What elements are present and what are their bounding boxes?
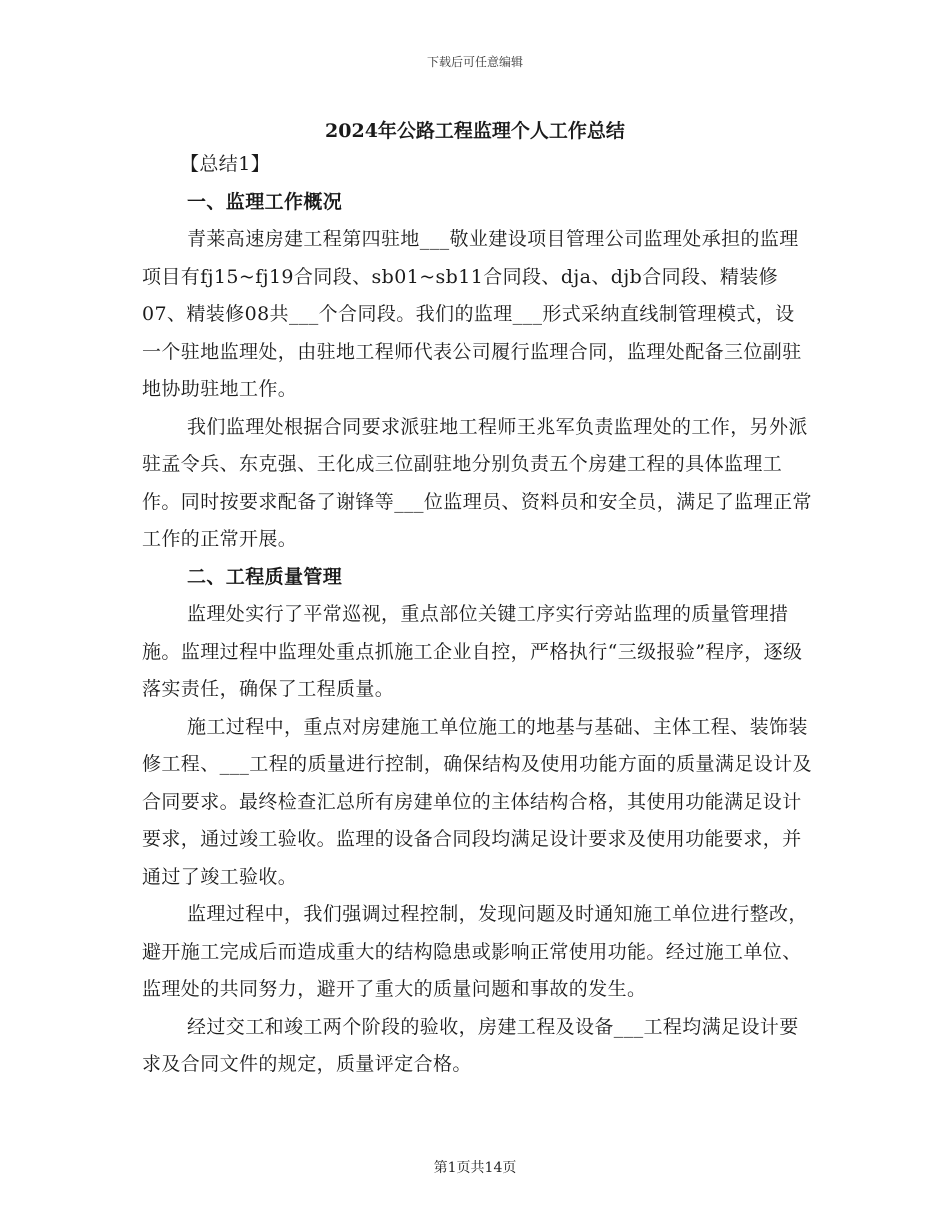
paragraph: 监理过程中，我们强调过程控制，发现问题及时通知施工单位进行整改，避开施工完成后而造成重大的结构隐患或影响正常使用功能。经过施工单位、监理处的共同努力，避开了重大的质量问题和事故的发生。 <box>142 903 808 1000</box>
paragraph: 监理处实行了平常巡视，重点部位关键工序实行旁站监理的质量管理措施。监理过程中监理处重点抓施工企业自控，严格执行“三级报验”程序，逐级落实责任，确保了工程质量。 <box>142 603 803 700</box>
section-heading-quality: 二、工程质量管理 <box>187 565 343 588</box>
paragraph: 施工过程中，重点对房建施工单位施工的地基与基础、主体工程、装饰装修工程、___工程的质量进行控制，确保结构及使用功能方面的质量满足设计及合同要求。最终检查汇总所有房建单位的主体结构合格，其使用功能满足设计要求，通过竣工验收。监理的设备合同段均满足设计要求及使用功能要求，并通过了竣工验收。 <box>142 715 812 888</box>
paragraph: 我们监理处根据合同要求派驻地工程师王兆军负责监理处的工作，另外派驻孟令兵、东克强、王化成三位副驻地分别负责五个房建工程的具体监理工作。同时按要求配备了谢锋等___位监理员、资料员和安全员，满足了监理正常工作的正常开展。 <box>142 415 812 550</box>
page-header-note: 下载后可任意编辑 <box>426 55 523 69</box>
page-number: 第1页共14页 <box>433 1160 517 1176</box>
summary-label: 【总结1】 <box>180 153 271 175</box>
paragraph: 青莱高速房建工程第四驻地___敬业建设项目管理公司监理处承担的监理项目有fj15~fj19合同段、sb01~sb11合同段、dja、djb合同段、精装修07、精装修08共___个合同段。我们的监理___形式采纳直线制管理模式，设一个驻地监理处，由驻地工程师代表公司履行监理合同，监理处配备三位副驻地协助驻地工作。 <box>142 228 802 400</box>
paragraph: 经过交工和竣工两个阶段的验收，房建工程及设备___工程均满足设计要求及合同文件的规定，质量评定合格。 <box>142 1015 799 1075</box>
document-title: 2024年公路工程监理个人工作总结 <box>325 120 625 142</box>
section-heading-overview: 一、监理工作概况 <box>187 190 343 213</box>
document-body <box>142 146 812 1084</box>
